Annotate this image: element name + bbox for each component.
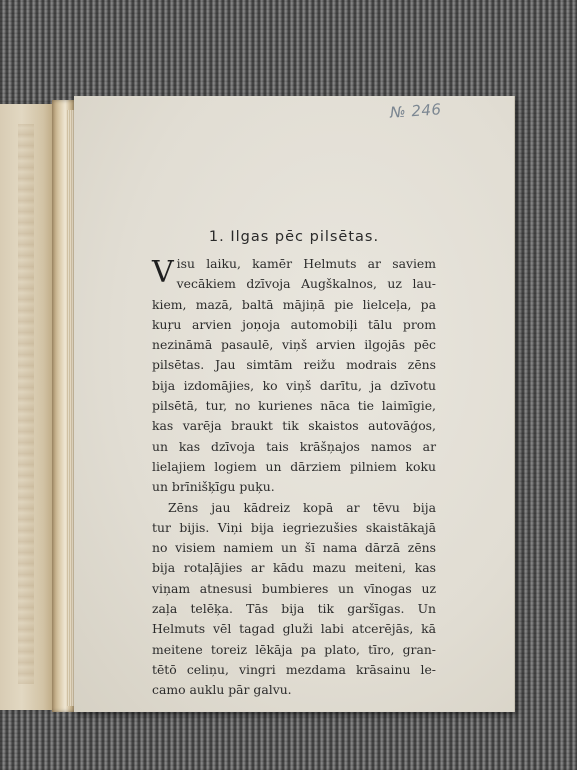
paragraph-1 <box>152 254 436 498</box>
text-line: kuŗu arvien joņoja automobiļi tālu prom <box>152 316 436 332</box>
text-line: zaļa telēķa. Tās bija tik garšīgas. Un <box>152 601 436 617</box>
text-line: pilsētā, tur, no kurienes nāca tie laimīgie, <box>152 398 436 414</box>
text-line: camo auklu pār galvu. <box>152 682 292 698</box>
text-line: kas varēja braukt tik skaistos autovāģos, <box>152 418 436 434</box>
text-line: bija rotaļājies ar kādu mazu meiteni, kas <box>152 560 436 576</box>
text-line: meitene toreiz lēkāja pa plato, tīro, gran- <box>152 641 436 657</box>
text-line: kiem, mazā, baltā mājiņā pie lielceļa, pa <box>152 296 436 312</box>
text-line: un kas dzīvoja tais krāšņajos namos ar <box>152 438 436 454</box>
text-line: vecākiem dzīvoja Augškalnos, uz lau- <box>176 276 436 292</box>
chapter-title: 1. Ilgas pēc pilsētas. <box>208 229 380 245</box>
paragraph-2 <box>152 498 436 701</box>
page-edges <box>66 110 74 706</box>
text-line: no visiem namiem un šī nama dārzā zēns <box>152 540 436 556</box>
left-page <box>0 104 54 710</box>
text-line: tētō celiņu, vingri mezdama krāsainu le- <box>152 661 436 677</box>
drop-cap: V <box>152 255 174 290</box>
text-line: pilsētas. Jau simtām reižu modrais zēns <box>152 357 436 373</box>
body-text <box>152 254 436 701</box>
text-line: bija izdomājies, ko viņš darītu, ja dzīvotu <box>152 377 436 393</box>
text-line: tur bijis. Viņi bija iegriezušies skaistākajā <box>152 519 436 535</box>
text-line: Zēns jau kādreiz kopā ar tēvu bija <box>168 499 436 515</box>
text-line: isu laiku, kamēr Helmuts ar saviem <box>176 256 436 271</box>
text-line: lielajiem logiem un dārziem pilniem koku <box>152 458 436 474</box>
book-page <box>74 96 515 712</box>
handwritten-number: № 246 <box>389 100 443 122</box>
text-line: Helmuts vēl tagad gluži labi atcerējās, kā <box>152 621 436 637</box>
text-line: viņam atnesusi bumbieres un vīnogas uz <box>152 580 436 596</box>
text-line: nezināmā pasaulē, viņš arvien ilgojās pēc <box>152 337 436 353</box>
text-line: un brīnišķīgu puķu. <box>152 479 275 495</box>
